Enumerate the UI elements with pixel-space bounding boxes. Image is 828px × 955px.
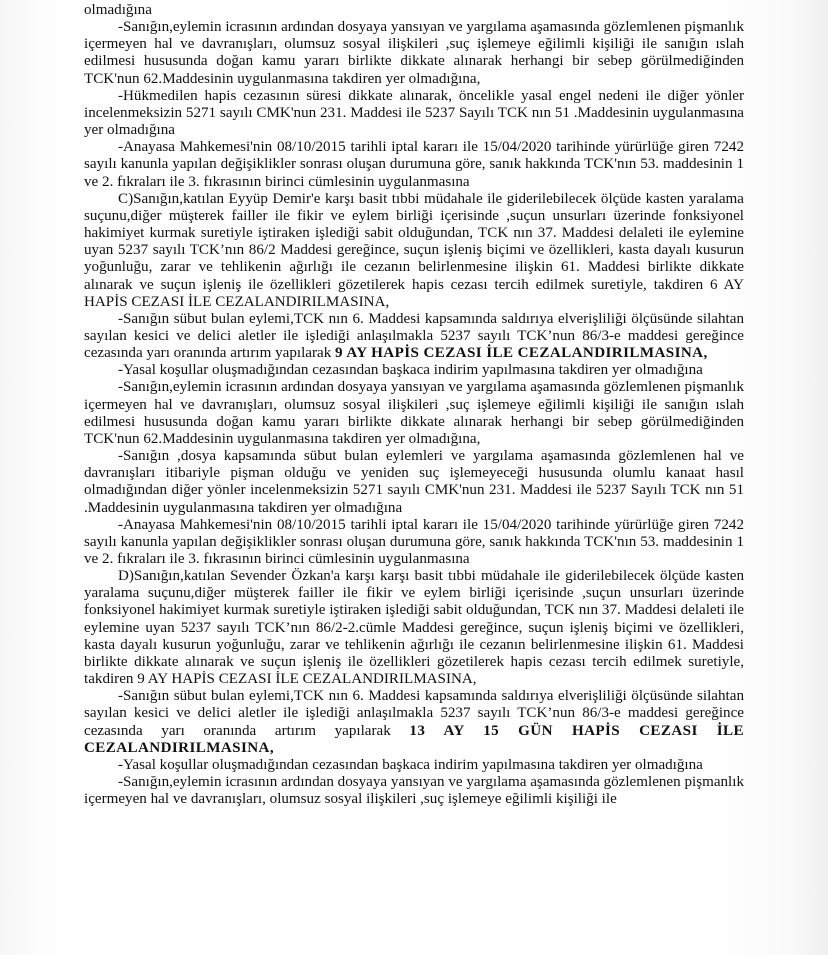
paragraph: -Yasal koşullar oluşmadığından cezasından başkaca indirim yapılmasına takdiren yer olmadığına	[118, 756, 703, 773]
paragraph: olmadığına	[84, 2, 152, 18]
paragraph-section-d: D)Sanığın,katılan Sevender Özkan'a karşı karşı basit tıbbi müdahale ile giderilebilecek ölçüde kasten yaralama suçunu,diğer müşterek failler ile fikir ve eylem birliği içerisinde ,suçun unsurları üzerinde fonksiyonel hakimiyet kurmak suretiyle iştiraken işlediği sabit olduğundan, TCK nın 37. Maddesi delaleti ile eylemine uyan 5237 sayılı TCK’nın 86/2-2.cümle Maddesi gereğince, suçun işleniş biçimi ve özellikleri, kasta dayalı kusurun yoğunluğu, zarar ve tehlikenin ağırlığı ile cezanın belirlenmesine ilişkin 61. Maddesi birlikte dikkate alınarak ve suçun işleniş ile özellikleri gözetilerek hapis cezası tercih edilmek suretiyle, takdiren 9 AY HAPİS CEZASI İLE CEZALANDIRILMASINA,	[84, 568, 744, 688]
document-body	[84, 2, 744, 808]
paragraph: -Sanığın ,dosya kapsamında sübut bulan eylemleri ve yargılama aşamasında gözlemlenen hal ve davranışları itibariyle pişman olduğu ve yeniden suç işlemeyeceği hususunda olumlu kanaat hasıl olmadığından diğer yönler incelenmeksizin 5271 sayılı CMK'nun 231. Maddesi ile 5237 Sayılı TCK nın 51 .Maddesinin uygulanmasına takdiren yer olmadığına	[84, 448, 744, 516]
paragraph: -Hükmedilen hapis cezasının süresi dikkate alınarak, öncelikle yasal engel nedeni ile diğer yönler incelenmeksizin 5271 sayılı CMK'nun 231. Maddesi ile 5237 Sayılı TCK nın 51 .Maddesinin uygulanmasına yer olmadığına	[84, 87, 744, 139]
paragraph: -Yasal koşullar oluşmadığından cezasından başkaca indirim yapılmasına takdiren yer olmadığına	[118, 362, 703, 379]
sentence-bold: 9 AY HAPİS CEZASI İLE CEZALANDIRILMASINA,	[335, 345, 708, 362]
paragraph: -Sanığın,eylemin icrasının ardından dosyaya yansıyan ve yargılama aşamasında gözlemlenen pişmanlık içermeyen hal ve davranışları, olumsuz sosyal ilişkileri ,suç işlemeye eğilimli kişiliği ile sanığın ıslah edilmesi hususunda doğan kamu yararı birlikte dikkate alınarak herhangi bir sebep görülmediğinden TCK'nun 62.Maddesinin uygulanmasına takdiren yer olmadığına,	[84, 379, 744, 447]
paragraph: -Sanığın,eylemin icrasının ardından dosyaya yansıyan ve yargılama aşamasında gözlemlenen pişmanlık içermeyen hal ve davranışları, olumsuz sosyal ilişkileri ,suç işlemeye eğilimli kişiliği ile sanığın ıslah edilmesi hususunda doğan kamu yararı birlikte dikkate alınarak herhangi bir sebep görülmediğinden TCK'nun 62.Maddesinin uygulanmasına takdiren yer olmadığına,	[84, 19, 744, 87]
sentence-bold: 13 AY 15 GÜN HAPİS CEZASI İLE CEZALANDIRILMASINA,	[84, 722, 744, 756]
paragraph-section-c: C)Sanığın,katılan Eyyüp Demir'e karşı basit tıbbi müdahale ile giderilebilecek ölçüde kasten yaralama suçunu,diğer müşterek failler ile fikir ve eylem birliği içerisinde ,suçun unsurları üzerinde fonksiyonel hakimiyet kurmak suretiyle iştiraken işlediği sabit olduğundan, TCK nın 37. Maddesi delaleti ile eylemine uyan 5237 sayılı TCK’nın 86/2 Maddesi gereğince, suçun işleniş biçimi ve özellikleri, kasta dayalı kusurun yoğunluğu, zarar ve tehlikenin ağırlığı ile cezanın belirlenmesine ilişkin 61. Maddesi birlikte dikkate alınarak ve suçun işleniş ile özellikleri gözetilerek hapis cezası tercih edilmek suretiyle, takdiren 6 AY HAPİS CEZASI İLE CEZALANDIRILMASINA,	[84, 190, 744, 310]
paragraph: -Sanığın sübut bulan eylemi,TCK nın 6. Maddesi kapsamında saldırıya elverişliliği ölçüsünde silahtan sayılan kesici ve delici aletler ile işlediği anlaşılmakla 5237 sayılı TCK’nun 86/3-e maddesi gereğince cezasında yarı oranında artırım yapılarak 13 AY 15 GÜN HAPİS CEZASI İLE CEZALANDIRILMASINA,	[84, 688, 744, 756]
paragraph: -Sanığın,eylemin icrasının ardından dosyaya yansıyan ve yargılama aşamasında gözlemlenen pişmanlık içermeyen hal ve davranışları, olumsuz sosyal ilişkileri ,suç işlemeye eğilimli kişiliği ile	[84, 774, 744, 808]
paragraph: -Anayasa Mahkemesi'nin 08/10/2015 tarihli iptal kararı ile 15/04/2020 tarihinde yürürlüğe giren 7242 sayılı kanunla yapılan değişiklikler sonrası oluşan durumuna göre, sanık hakkında TCK'nın 53. maddesinin 1 ve 2. fıkraları ile 3. fıkrasının birinci cümlesinin uygulanmasına	[84, 516, 744, 567]
paragraph: -Anayasa Mahkemesi'nin 08/10/2015 tarihli iptal kararı ile 15/04/2020 tarihinde yürürlüğe giren 7242 sayılı kanunla yapılan değişiklikler sonrası oluşan durumuna göre, sanık hakkında TCK'nın 53. maddesinin 1 ve 2. fıkraları ile 3. fıkrasının birinci cümlesinin uygulanmasına	[84, 139, 744, 190]
paragraph: -Sanığın sübut bulan eylemi,TCK nın 6. Maddesi kapsamında saldırıya elverişliliği ölçüsünde silahtan sayılan kesici ve delici aletler ile işlediği anlaşılmakla 5237 sayılı TCK’nun 86/3-e maddesi gereğince cezasında yarı oranında artırım yapılarak 9 AY HAPİS CEZASI İLE CEZALANDIRILMASINA,	[84, 310, 744, 362]
